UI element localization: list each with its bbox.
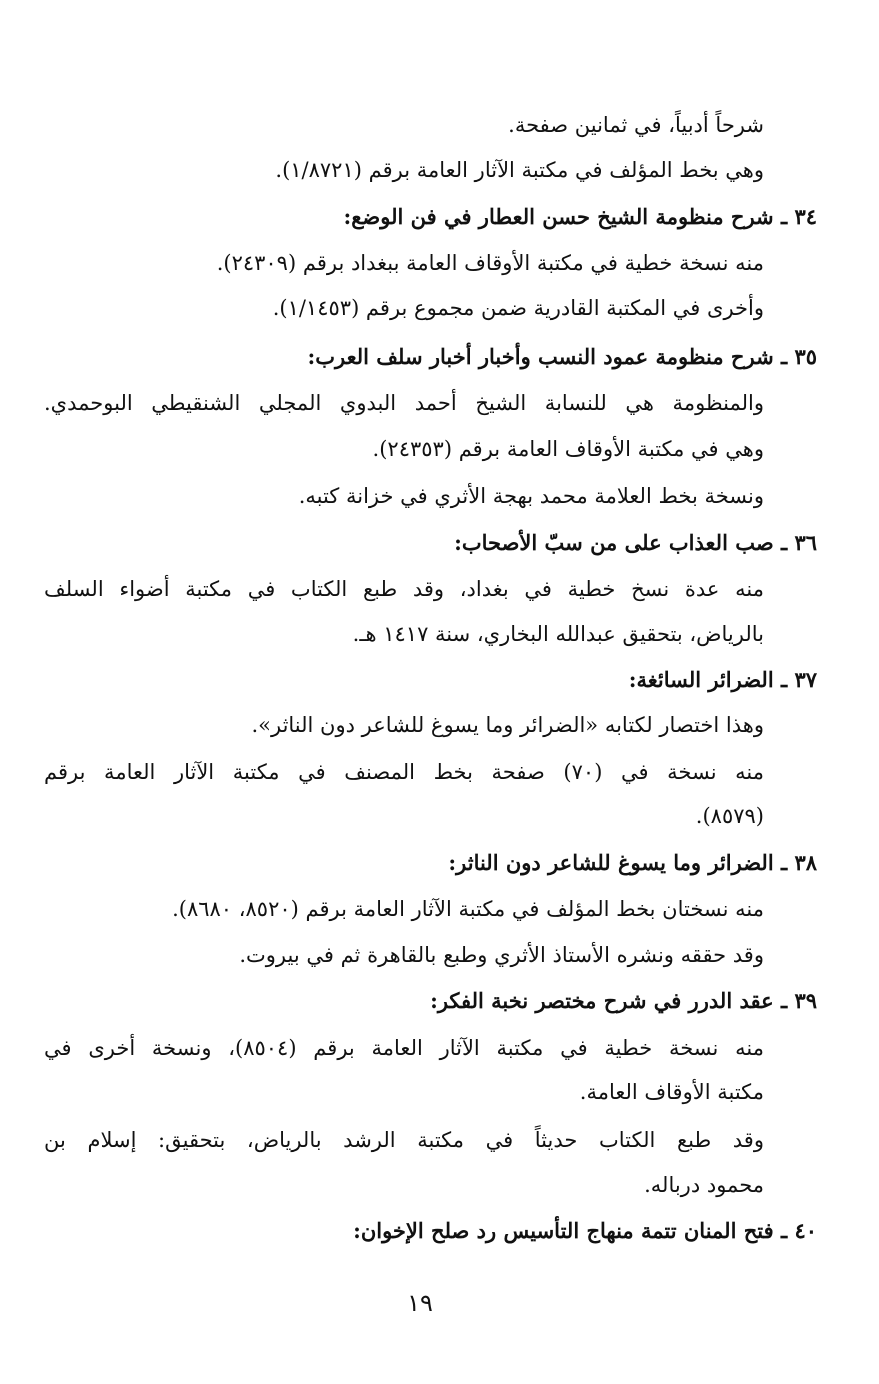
text-line: وقد حققه ونشره الأستاذ الأثري وطبع بالقاهرة ثم في بيروت. <box>239 943 764 967</box>
text-line: وقد طبع الكتاب حديثاً في مكتبة الرشد بالرياض، بتحقيق: إسلام بن <box>44 1128 764 1152</box>
text-line: وأخرى في المكتبة القادرية ضمن مجموع برقم (١/١٤٥٣). <box>272 296 764 320</box>
entry-heading-37: ٣٧ ـ الضرائر السائغة: <box>628 667 817 692</box>
text-line: منه نسختان بخط المؤلف في مكتبة الآثار العامة برقم (٨٥٢٠، ٨٦٨٠). <box>172 897 764 921</box>
entry-heading-38: ٣٨ ـ الضرائر وما يسوغ للشاعر دون الناثر: <box>448 850 817 875</box>
text-line: ونسخة بخط العلامة محمد بهجة الأثري في خزانة كتبه. <box>298 484 764 508</box>
text-line: والمنظومة هي للنسابة الشيخ أحمد البدوي المجلي الشنقيطي البوحمدي. <box>44 391 764 415</box>
text-line: وهي بخط المؤلف في مكتبة الآثار العامة برقم (١/٨٧٢١). <box>275 158 764 182</box>
entry-heading-40: ٤٠ ـ فتح المنان تتمة منهاج التأسيس رد صلح الإخوان: <box>353 1218 817 1243</box>
text-line: (٨٥٧٩). <box>695 804 764 828</box>
text-line: منه نسخة في (٧٠) صفحة بخط المصنف في مكتبة الآثار العامة برقم <box>44 760 764 784</box>
entry-heading-39: ٣٩ ـ عقد الدرر في شرح مختصر نخبة الفكر: <box>430 988 817 1013</box>
text-line: محمود درباله. <box>644 1173 764 1197</box>
text-line: منه عدة نسخ خطية في بغداد، وقد طبع الكتاب في مكتبة أضواء السلف <box>44 577 764 601</box>
entry-heading-35: ٣٥ ـ شرح منظومة عمود النسب وأخبار أخبار سلف العرب: <box>307 344 817 369</box>
entry-heading-36: ٣٦ ـ صب العذاب على من سبّ الأصحاب: <box>454 530 817 555</box>
text-line: وهي في مكتبة الأوقاف العامة برقم (٢٤٣٥٣). <box>372 437 764 461</box>
text-line: بالرياض، بتحقيق عبدالله البخاري، سنة ١٤١٧ هـ. <box>352 622 764 646</box>
text-line: شرحاً أدبياً، في ثمانين صفحة. <box>508 113 764 137</box>
text-line: مكتبة الأوقاف العامة. <box>579 1080 764 1104</box>
text-line: منه نسخة خطية في مكتبة الآثار العامة برقم (٨٥٠٤)، ونسخة أخرى في <box>44 1036 764 1060</box>
text-line: وهذا اختصار لكتابه «الضرائر وما يسوغ للشاعر دون الناثر». <box>251 713 764 737</box>
text-line: منه نسخة خطية في مكتبة الأوقاف العامة ببغداد برقم (٢٤٣٠٩). <box>216 251 764 275</box>
entry-heading-34: ٣٤ ـ شرح منظومة الشيخ حسن العطار في فن الوضع: <box>343 204 817 229</box>
page-number: ١٩ <box>407 1289 433 1317</box>
